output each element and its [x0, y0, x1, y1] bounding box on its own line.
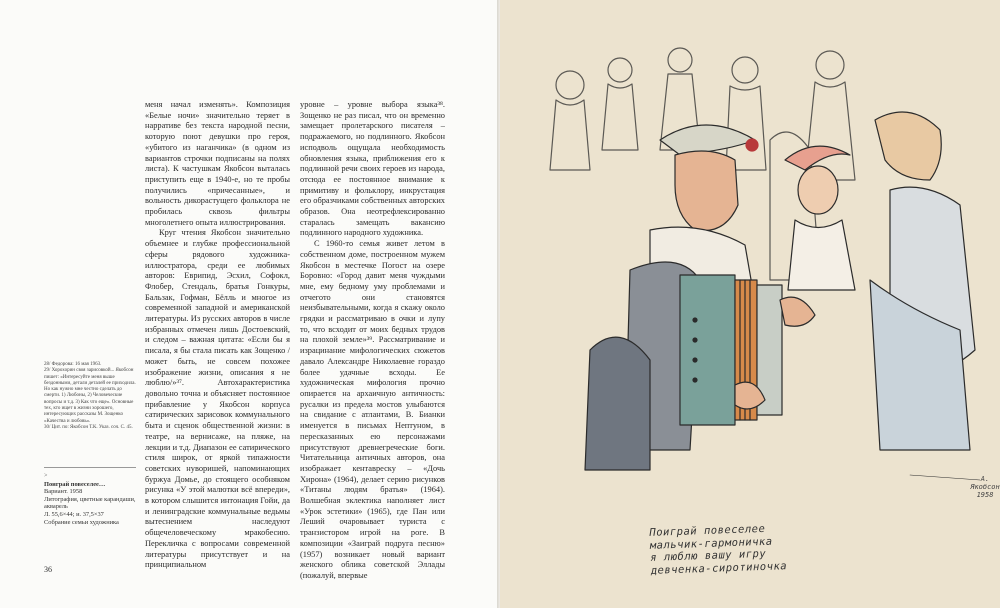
hand [780, 297, 815, 326]
illustration [530, 30, 980, 500]
caption-divider [44, 467, 136, 468]
page-number: 36 [44, 565, 52, 574]
paragraph: меня начал изменять». Композиция «Белые ночи» значительно теряет в нарративе без текста народной песни, которую поют девушки про героя, «убитого из наганчика» (в одном из вариантов строчки подписаны на полях листа). К частушкам Якобсон выталась приступить еще в 1940-е, но те пробы получились «причесанные», и вольность дикорастущего фольклора не пробилась сквозь фильтры многолетнего опыта иллюстрирования. [145, 100, 290, 227]
paragraph: уровне – уровне выбора языка³⁸. Зощенко не раз писал, что он временно замещает пролетарского писателя – подражаемого, но подлинного. Якобсон исподволь ощущала необходимость обновления языка, приближения его к подлинной речи своих героев из народа, отсюда ее постоянное внимание к примитиву и фольклору, инкрустация его образчиками собственных авторских образов. Она неотрефлексированно старалась замещать вакансию подлинного народного художника. [300, 100, 445, 238]
caption-title: Поиграй повеселее… [44, 480, 106, 488]
text-column-2 [300, 100, 445, 582]
accordion [680, 275, 782, 425]
woman-figure [870, 112, 975, 450]
text-column-1 [145, 100, 290, 571]
paragraph: С 1960-то семья живет летом в собственном доме, построенном мужем Якобсон в местечке Погост на озере Боровно: «Город давит меня чуждыми мне, ему бедному уму проблемами и отчегото они становятся неизбывательными, когда я скажу около грядки и рассматриваю в очки и лупу то, что всходит от моих бедных трудов на плохой земле»³⁹. Рассматривание и израцинание мифологических сюжетов давало Александре Николаевне гораздо более удачные всходы. Ее художническая мифология прочно опирается на архаичную античность: русалки из предела мостов улыбаются на свидание с атлантами, В. Бианки именуется в письмах Нептуном, в пересказанных ею персонажами присутствуют древнегреческие боги. Читательница античных авторов, она изображает кентавреску – «Дочь Хирона» (1964), делает серию рисунков «Титаны людям братья» (1964). Волшебная эклектика наполняет лист «Урок эстетики» (1965), где Пан или Леший очаровывает туриста с транзистором игрой на роге. В композиции «Заиграй подруга песню» (1957) возникает новый вариант женского облика советской Эллады (пожалуй, впервые [300, 239, 445, 580]
caption-arrow-icon: > [44, 473, 48, 479]
paragraph: Круг чтения Якобсон значительно объемнее и глубже профессиональной сферы рядового художника-иллюстратора, среди ее любимых авторов: Еврипид, Эсхил, Софокл, Флобер, Стендаль, братья Гонкуры, Бальзак, Гофман, Бёлль и многое из современной западной и американской литературы. Из русских авторов в числе избранных отмечен лишь Достоевский, и следом – важная цитата: «Если бы я писала, я бы стала писать как Зощенко /может быть, не совсем похожее изображение жизни, описания я не люблю/»³⁷. Автохарактеристика довольно точна и объясняет постоянное прибавление у Якобсон корпуса сатирических зарисовок коммунального быта и сценок общественной жизни: в театре, на вернисаже, на пляже, на лекции и т.д. Диапазон ее сатирического стиля широк, от яркой типажности советских нуворишей, напоминающих буржуа Домье, до стоящего особняком рисунка «У этой малютки всё впереди», в котором слышится интонация Гойи, да и ленинградские коммунальные ведьмы вытеснением наследуют общечеловеческому мракобесию. Перекличка с вопросами современной литературы присутствует и на принципиальном [145, 228, 290, 570]
footnotes: 28/ Федорова: 16 мая 1963. 29/ Хорохорин своя зарисовкой... Якобсон пишет: «Интересуйте меня выше бездонными, детали деталей ее приходила. Но как нужно мне честно сделать до смерти. 1) Любоны, 2) Человеческие вопросы и т.д. 3) Как что еще». Основные тех, кто ищет в жизни хорошего, интересующих рассказы М. Зощенко «Качества и любовь». 30/ Цит. по: Якобсон Т.К. Указ. соч. С. 45. [44, 362, 136, 430]
handwritten-caption: Поиграй повеселее мальчик-гармоничка я люблю вашу игру девченка-сиротиночка [649, 522, 788, 577]
caption-details: Вариант. 1958 Литография, цветные карандаши, акварель Л. 55,6×44; и. 37,5×37 Собрание семьи художника [44, 488, 136, 526]
figure-caption [44, 473, 136, 526]
artist-signature: А. Якобсон 1958 [970, 475, 1000, 499]
left-page [0, 0, 497, 608]
girl-figure [785, 146, 855, 290]
right-page [500, 0, 1000, 608]
